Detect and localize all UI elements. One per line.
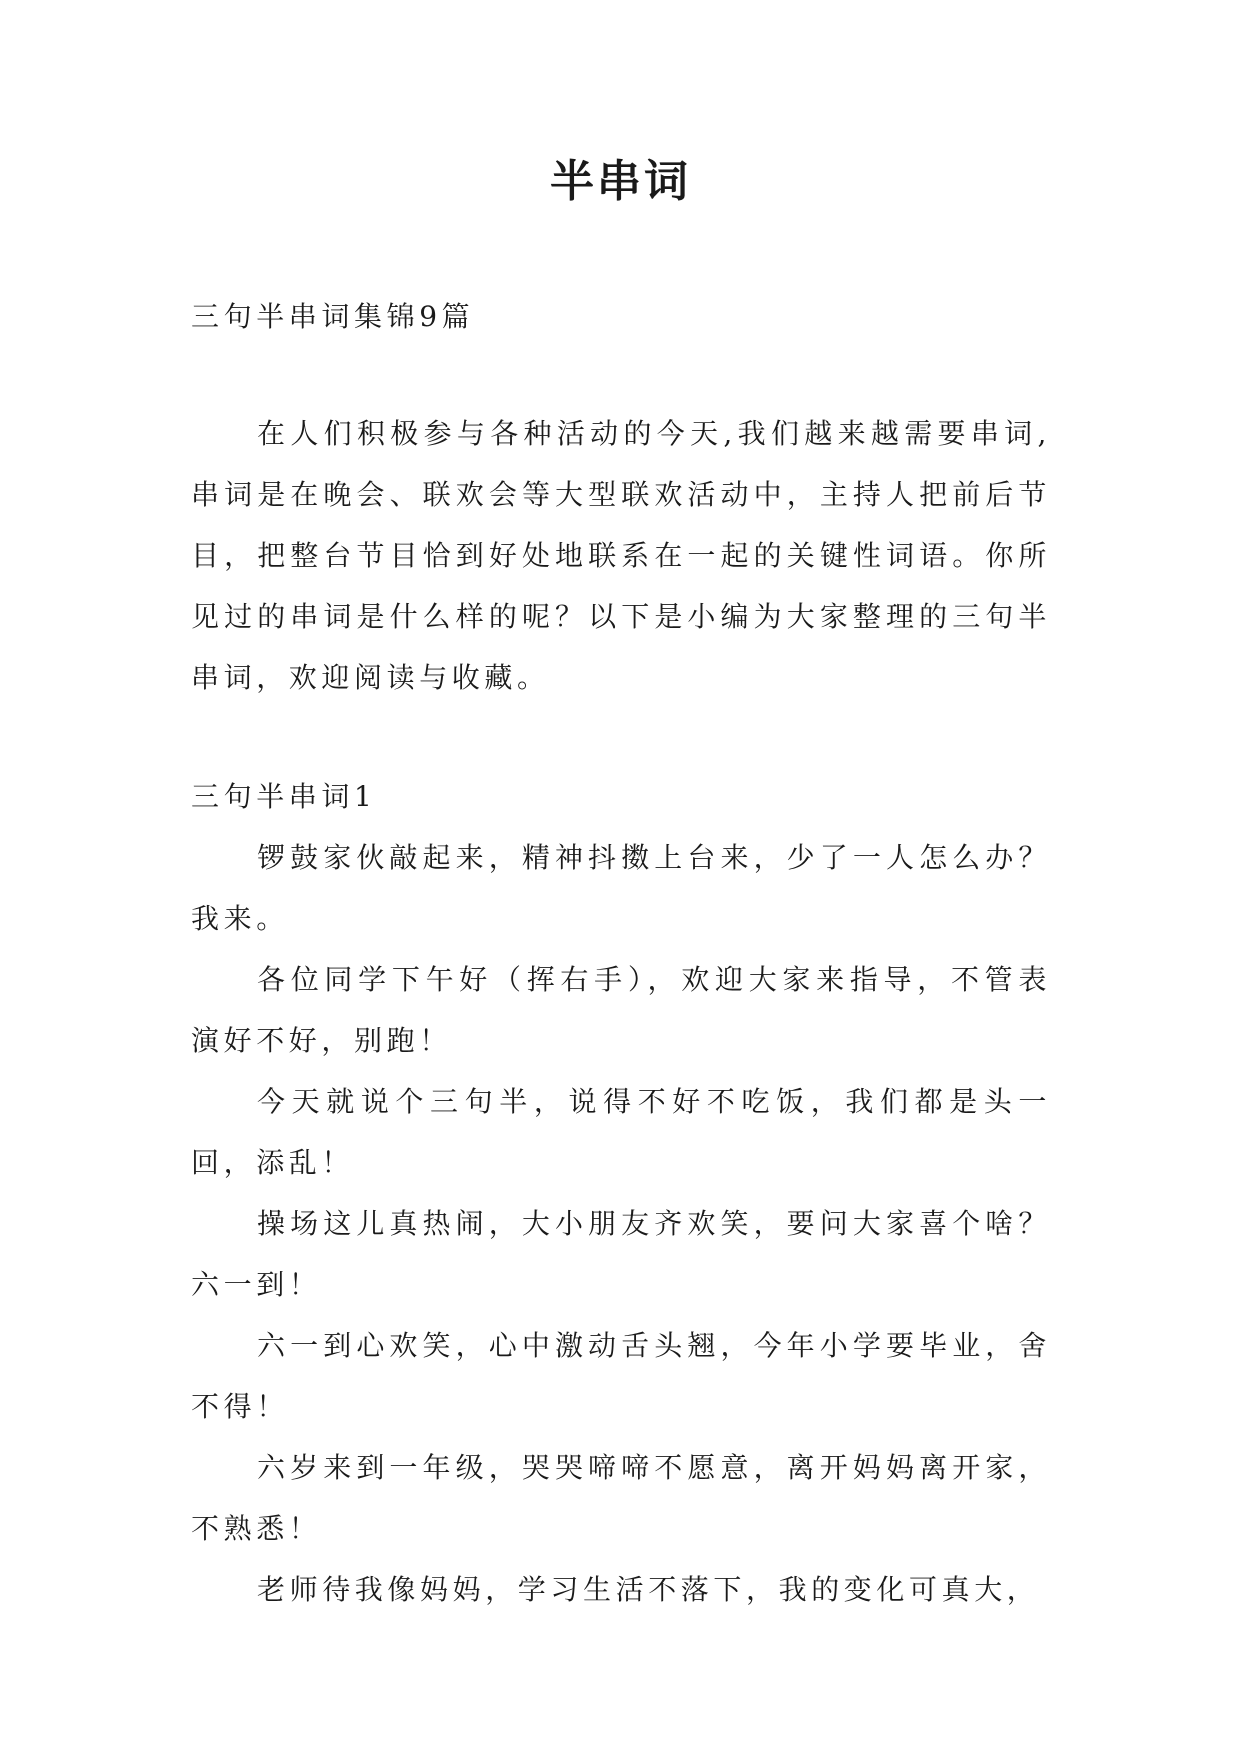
verse-paragraph: 各位同学下午好（挥右手），欢迎大家来指导，不管表演好不好，别跑！ — [191, 963, 1051, 1057]
document-subtitle: 三句半串词集锦9篇 — [191, 300, 475, 333]
intro-paragraph: 在人们积极参与各种活动的今天,我们越来越需要串词,串词是在晚会、联欢会等大型联欢活动中，主持人把前后节目，把整台节目恰到好处地联系在一起的关键性词语。你所见过的串词是什么样的呢？以下是小编为大家整理的三句半串词，欢迎阅读与收藏。 — [191, 417, 1051, 694]
verse-paragraph: 六岁来到一年级，哭哭啼啼不愿意，离开妈妈离开家，不熟悉！ — [191, 1451, 1051, 1545]
verse-paragraph: 锣鼓家伙敲起来，精神抖擞上台来，少了一人怎么办？我来。 — [191, 841, 1051, 935]
verse-paragraph: 操场这儿真热闹，大小朋友齐欢笑，要问大家喜个啥？六一到！ — [191, 1207, 1051, 1301]
verse-paragraph: 六一到心欢笑，心中激动舌头翘，今年小学要毕业，舍不得！ — [191, 1329, 1051, 1423]
verse-paragraph: 老师待我像妈妈，学习生活不落下，我的变化可真大， — [257, 1573, 1040, 1606]
section-title: 三句半串词1 — [191, 780, 377, 813]
document-title: 半串词 — [550, 156, 691, 207]
verse-paragraph: 今天就说个三句半，说得不好不吃饭，我们都是头一回，添乱！ — [191, 1085, 1051, 1179]
document-body — [191, 286, 1051, 1620]
